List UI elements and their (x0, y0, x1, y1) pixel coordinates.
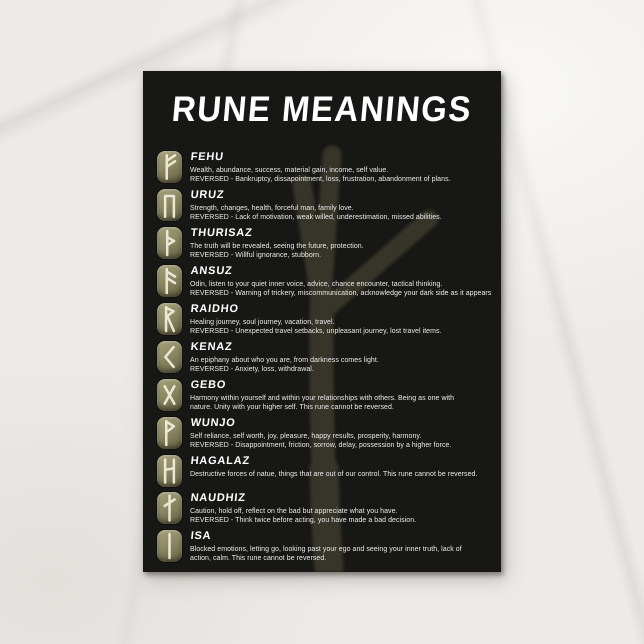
rune-name: NAUDHIZ (190, 492, 247, 504)
rune-name: WUNJO (190, 417, 237, 429)
rune-description-line: Strength, changes, health, forceful man, family love. (190, 205, 354, 212)
rune-description-line: An epiphany about who you are, from darkness comes light. (190, 357, 379, 364)
uruz-rune-icon (157, 189, 182, 221)
isa-rune-icon (157, 530, 182, 562)
gebo-rune-icon (157, 379, 182, 411)
rune-name: KENAZ (190, 341, 234, 353)
rune-description-line: Odin, listen to your quiet inner voice, advice, chance encounter, tactical thinking. (190, 281, 443, 288)
rune-name: RAIDHO (190, 303, 240, 315)
rune-name: GEBO (190, 379, 227, 391)
rune-description-line: The truth will be revealed, seeing the future, protection. (190, 243, 364, 250)
rune-description-line: Healing journey, soul journey, vacation, travel. (190, 319, 335, 326)
rune-description-line: REVERSED - Unexpected travel setbacks, unpleasant journey, lost travel items. (190, 328, 442, 335)
rune-description-line: REVERSED - Disappointment, friction, sorrow, delay, possession by a higher force. (190, 442, 452, 449)
rune-entry (157, 530, 487, 563)
rune-description-line: action, calm. This rune cannot be reversed. (190, 555, 327, 562)
rune-name: ISA (190, 530, 213, 542)
wunjo-rune-icon (157, 417, 182, 449)
rune-entry (157, 417, 487, 450)
rune-entry (157, 303, 487, 336)
naudhiz-rune-icon (157, 492, 182, 524)
rune-entry (157, 227, 487, 260)
rune-entry (157, 189, 487, 222)
rune-entry (157, 265, 492, 298)
rune-description-line: Destructive forces of natue, things that are out of our control. This rune cannot be reversed. (190, 471, 478, 478)
rune-name: FEHU (190, 151, 225, 163)
rune-entry (157, 341, 487, 374)
ansuz-rune-icon (157, 265, 182, 297)
rune-description-line: Blocked emotions, letting go, looking past your ego and seeing your inner truth, lack of (190, 546, 462, 553)
rune-description-line: REVERSED - Think twice before acting, you have made a bad decision. (190, 517, 417, 524)
thurisaz-rune-icon (157, 227, 182, 259)
rune-name: HAGALAZ (190, 455, 251, 467)
kenaz-rune-icon (157, 341, 182, 373)
rune-description-line: Self reliance, self worth, joy, pleasure, happy results, prosperity, harmony. (190, 433, 422, 440)
rune-name: ANSUZ (190, 265, 234, 277)
rune-entry (157, 455, 487, 487)
rune-entry (157, 151, 487, 184)
rune-description-line: REVERSED - Lack of motivation, weak willed, underestimation, missed abilities. (190, 214, 442, 221)
card-content (143, 71, 501, 572)
rune-description-line: Wealth, abundance, success, material gain, income, self value. (190, 167, 389, 174)
raidho-rune-icon (157, 303, 182, 335)
rune-description-line: REVERSED - Bankruptcy, dissapointment, loss, frustration, abandonment of plans. (190, 176, 451, 183)
rune-description-line: REVERSED - Anxiety, loss, withdrawal. (190, 366, 314, 373)
rune-entry (157, 379, 487, 412)
rune-description-line: REVERSED - Warning of trickery, miscommunication, acknowledge your dark side as it appears (190, 290, 492, 297)
page-title: RUNE MEANINGS (170, 88, 474, 129)
rune-description-line: Caution, hold off, reflect on the bad but appreciate what you have. (190, 508, 398, 515)
rune-description-line: Harmony within yourself and within your relationships with others. Being as one with (190, 395, 455, 402)
rune-description-line: REVERSED - Willful ignorance, stubborn. (190, 252, 322, 259)
rune-meanings-card (143, 71, 501, 572)
rune-name: URUZ (190, 189, 226, 201)
rune-name: THURISAZ (190, 227, 254, 239)
rune-list (157, 151, 492, 563)
rune-description-line: nature. Unity with your higher self. This rune cannot be reversed. (190, 404, 394, 411)
rune-entry (157, 492, 487, 525)
hagalaz-rune-icon (157, 455, 182, 487)
fehu-rune-icon (157, 151, 182, 183)
